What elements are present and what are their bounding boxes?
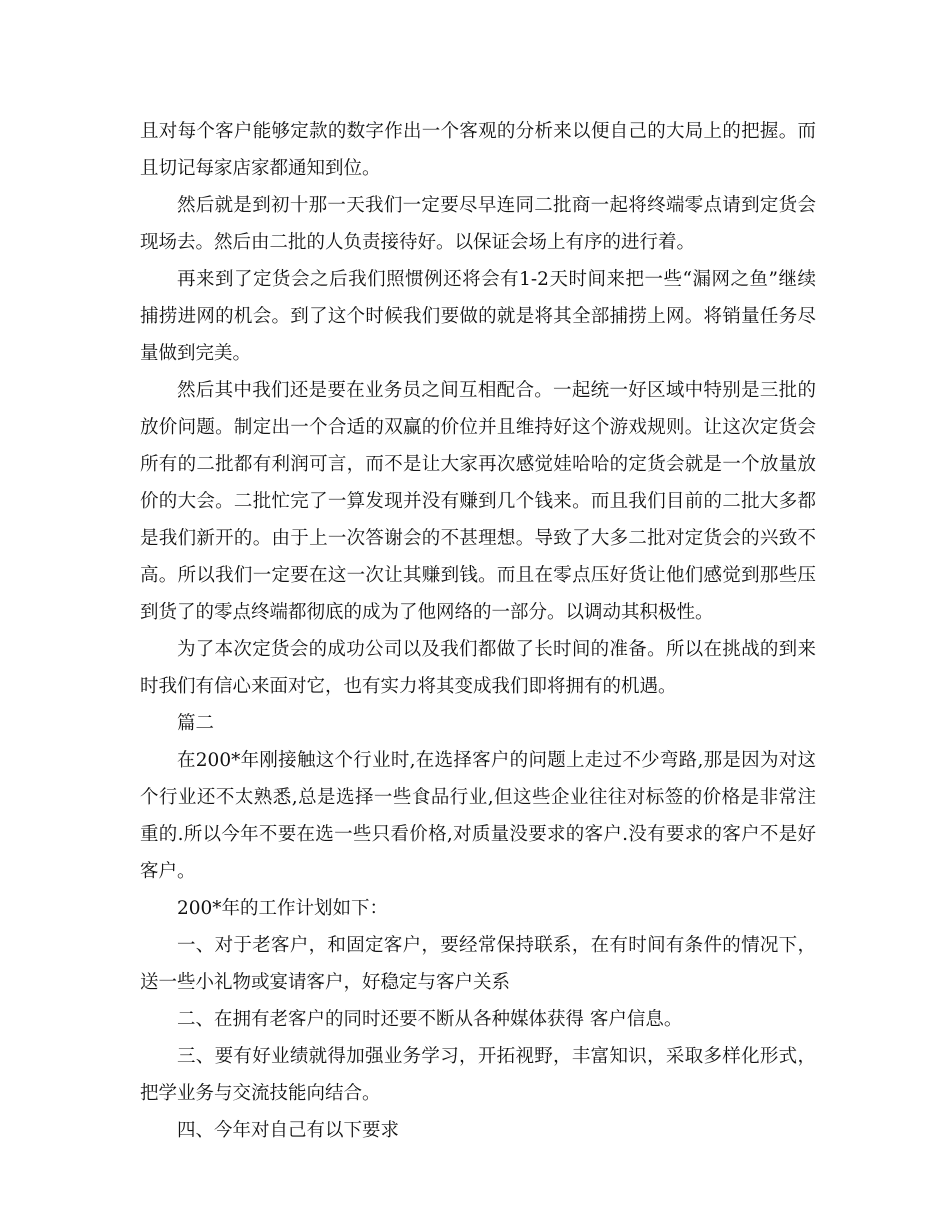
paragraph-6: 在200*年刚接触这个行业时,在选择客户的问题上走过不少弯路,那是因为对这个行业还不太熟悉,总是选择一些食品行业,但这些企业往往对标签的价格是非常注重的.所以今年不要在选一些只看价格,对质量没要求的客户.没有要求的客户不是好客户。	[140, 750, 816, 882]
section-heading: 篇二	[177, 713, 215, 734]
paragraph-1: 且对每个客户能够定款的数字作出一个客观的分析来以便自己的大局上的把握。而且切记每家店家都通知到位。	[140, 121, 816, 179]
plan-intro: 200*年的工作计划如下：	[177, 898, 389, 919]
document-body	[140, 113, 816, 1149]
paragraph-3: 再来到了定货会之后我们照惯例还将会有1-2天时间来把一些“漏网之鱼”继续捕捞进网的机会。到了这个时候我们要做的就是将其全部捕捞上网。将销量任务尽量做到完美。	[140, 269, 816, 364]
paragraph-5: 为了本次定货会的成功公司以及我们都做了长时间的准备。所以在挑战的到来时我们有信心来面对它，也有实力将其变成我们即将拥有的机遇。	[140, 639, 816, 697]
plan-item-4: 四、今年对自己有以下要求	[177, 1120, 400, 1141]
plan-item-2: 二、在拥有老客户的同时还要不断从各种媒体获得 客户信息。	[177, 1009, 683, 1030]
plan-item-3: 三、要有好业绩就得加强业务学习，开拓视野，丰富知识，采取多样化形式，把学业务与交流技能向结合。	[140, 1046, 816, 1104]
paragraph-2: 然后就是到初十那一天我们一定要尽早连同二批商一起将终端零点请到定货会现场去。然后由二批的人负责接待好。以保证会场上有序的进行着。	[140, 195, 816, 253]
plan-item-1: 一、对于老客户，和固定客户，要经常保持联系，在有时间有条件的情况下，送一些小礼物或宴请客户，好稳定与客户关系	[140, 935, 816, 993]
paragraph-4: 然后其中我们还是要在业务员之间互相配合。一起统一好区域中特别是三批的放价问题。制定出一个合适的双赢的价位并且维持好这个游戏规则。让这次定货会所有的二批都有利润可言，而不是让大家再次感觉娃哈哈的定货会就是一个放量放价的大会。二批忙完了一算发现并没有赚到几个钱来。而且我们目前的二批大多都是我们新开的。由于上一次答谢会的不甚理想。导致了大多二批对定货会的兴致不高。所以我们一定要在这一次让其赚到钱。而且在零点压好货让他们感觉到那些压到货了的零点终端都彻底的成为了他网络的一部分。以调动其积极性。	[140, 380, 816, 623]
